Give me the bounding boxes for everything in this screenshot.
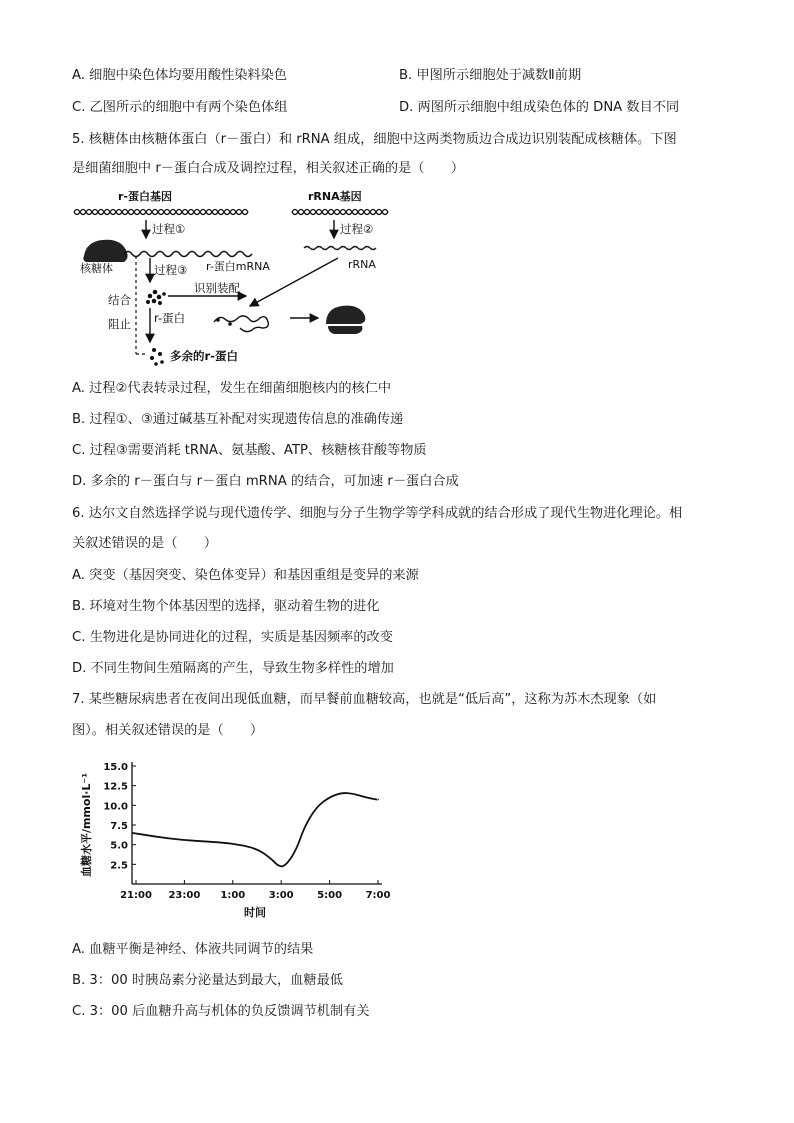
r-protein-gene-label: r-蛋白基因 bbox=[118, 190, 172, 203]
q7-option-b: B. 3：00 时胰岛素分泌量达到最大，血糖最低 bbox=[72, 973, 343, 988]
x-tick-label: 3:00 bbox=[268, 890, 294, 901]
assembled-complex bbox=[214, 316, 268, 332]
excess-r-protein-dots bbox=[150, 348, 164, 366]
x-tick-label: 21:00 bbox=[120, 890, 152, 901]
assembled-ribosome bbox=[326, 306, 365, 324]
q5-option-b: B. 过程①、③通过碱基互补配对实现遗传信息的准确传递 bbox=[72, 412, 404, 427]
q5-option-d: D. 多余的 r－蛋白与 r－蛋白 mRNA 的结合，可加速 r－蛋白合成 bbox=[72, 474, 459, 489]
rrna-label: rRNA bbox=[348, 258, 376, 271]
q6-stem-line1: 6. 达尔文自然选择学说与现代遗传学、细胞与分子生物学等学科成就的结合形成了现代生物进化理论。相 bbox=[72, 506, 683, 521]
q7-stem-line1: 7. 某些糖尿病患者在夜间出现低血糖，而早餐前血糖较高，也就是“低后高”，这称为苏木杰现象（如 bbox=[72, 692, 657, 707]
q4-option-d: D. 两图所示细胞中组成染色体的 DNA 数目不同 bbox=[399, 100, 680, 115]
y-tick-label: 10.0 bbox=[103, 801, 128, 813]
blood-glucose-chart bbox=[74, 756, 398, 926]
mrna-label: r-蛋白mRNA bbox=[206, 260, 270, 273]
q4-option-a: A. 细胞中染色体均要用酸性染料染色 bbox=[72, 68, 287, 83]
q7-option-a: A. 血糖平衡是神经、体液共同调节的结果 bbox=[72, 942, 314, 957]
bind-label: 结合 bbox=[108, 293, 131, 307]
q5-option-c: C. 过程③需要消耗 tRNA、氨基酸、ATP、核糖核苷酸等物质 bbox=[72, 443, 427, 458]
x-tick-label: 1:00 bbox=[220, 890, 246, 901]
r-protein-label: r-蛋白 bbox=[154, 311, 186, 325]
q5-option-a: A. 过程②代表转录过程，发生在细菌细胞核内的核仁中 bbox=[72, 381, 392, 396]
q6-option-c: C. 生物进化是协同进化的过程，实质是基因频率的改变 bbox=[72, 630, 393, 645]
ribosome-shape bbox=[83, 240, 127, 262]
q6-stem-line2: 关叙述错误的是（ ） bbox=[72, 536, 218, 551]
x-tick-label: 7:00 bbox=[365, 890, 391, 901]
x-tick-label: 5:00 bbox=[317, 890, 343, 901]
r-protein-mrna bbox=[124, 252, 252, 257]
q4-option-c: C. 乙图所示的细胞中有两个染色体组 bbox=[72, 100, 288, 115]
q7-option-c: C. 3：00 后血糖升高与机体的负反馈调节机制有关 bbox=[72, 1004, 370, 1019]
ribosome-synthesis-diagram bbox=[70, 186, 400, 370]
y-tick-label: 2.5 bbox=[110, 860, 128, 872]
rrna-strand bbox=[304, 247, 376, 250]
y-tick-label: 15.0 bbox=[103, 762, 128, 773]
ribosome-label: 核糖体 bbox=[80, 262, 113, 275]
assembly-label: 识别装配 bbox=[194, 281, 240, 295]
y-tick-label: 12.5 bbox=[103, 781, 128, 793]
q7-stem-line2: 图）。相关叙述错误的是（ ） bbox=[72, 723, 264, 738]
q6-option-a: A. 突变（基因突变、染色体变异）和基因重组是变异的来源 bbox=[72, 568, 419, 583]
q6-option-d: D. 不同生物间生殖隔离的产生，导致生物多样性的增加 bbox=[72, 661, 394, 676]
glucose-series-line bbox=[132, 793, 378, 866]
q5-stem-line2: 是细菌细胞中 r－蛋白合成及调控过程，相关叙述正确的是（ ） bbox=[72, 161, 465, 176]
y-tick-label: 5.0 bbox=[110, 840, 128, 852]
q6-option-b: B. 环境对生物个体基因型的选择，驱动着生物的进化 bbox=[72, 599, 380, 614]
block-label: 阻止 bbox=[108, 317, 131, 331]
y-axis-label: 血糖水平/mmol·L⁻¹ bbox=[80, 772, 93, 878]
excess-r-protein-label: 多余的r-蛋白 bbox=[170, 349, 238, 363]
process-2-label: 过程② bbox=[340, 222, 374, 236]
y-tick-label: 7.5 bbox=[110, 821, 128, 832]
x-axis-label: 时间 bbox=[244, 906, 266, 919]
q4-option-b: B. 甲图所示细胞处于减数Ⅱ前期 bbox=[399, 68, 582, 83]
rrna-gene-label: rRNA基因 bbox=[308, 190, 362, 203]
x-tick-label: 23:00 bbox=[168, 890, 201, 901]
r-protein-cluster bbox=[146, 290, 166, 305]
q5-stem-line1: 5. 核糖体由核糖体蛋白（r－蛋白）和 rRNA 组成，细胞中这两类物质边合成边识别装配成核糖体。下图 bbox=[72, 132, 677, 147]
process-1-label: 过程① bbox=[152, 222, 186, 236]
process-3-label: 过程③ bbox=[154, 263, 188, 277]
